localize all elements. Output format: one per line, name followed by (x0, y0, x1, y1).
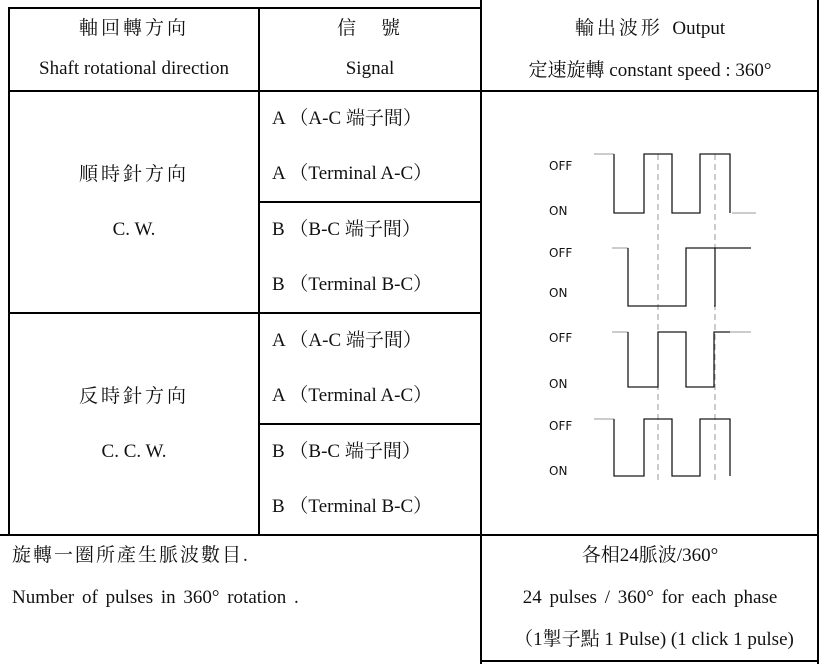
waveform-cw-b (628, 248, 715, 306)
signal-heading-en: Signal (345, 58, 395, 79)
cw-signal-a-zh: A （A-C 端子間） (272, 108, 422, 129)
pulses-value-en: 24 pulses / 360° for each phase (522, 587, 778, 608)
ccw-signal-b-en: B （Terminal B-C） (272, 496, 433, 517)
pulses-label-en: Number of pulses in 360° rotation . (12, 587, 299, 608)
pulses-label-zh: 旋轉一圈所產生脈波數目. (12, 545, 250, 566)
waveform-off-label-4: OFF (549, 419, 573, 433)
shaft-direction-heading-zh: 軸回轉方向 (78, 18, 190, 39)
signal-heading-zh: 信 號 (336, 18, 404, 39)
output-heading-zh: 輸出波形 (574, 18, 663, 39)
waveform-cw-a (614, 154, 730, 213)
ccw-label-en: C. C. W. (101, 441, 167, 462)
waveform-off-label-3: OFF (549, 331, 573, 345)
footer-row-divider (0, 534, 819, 536)
pulses-per-click: （1掣子點 1 Pulse) (1 click 1 pulse) (514, 629, 794, 650)
ccw-signal-b-zh: B （B-C 端子間） (272, 441, 421, 462)
table-col-divider-1 (258, 7, 260, 535)
constant-speed-label: 定速旋轉 constant speed : 360° (528, 60, 772, 81)
cw-ccw-divider (8, 312, 481, 314)
waveform-off-label-2: OFF (549, 246, 573, 260)
shaft-direction-heading-en: Shaft rotational direction (39, 58, 229, 79)
pulses-value-zh: 各相24脈波/360° (581, 545, 719, 566)
table-border-left (8, 7, 10, 535)
waveform-on-label-4: ON (549, 464, 568, 478)
cw-signal-b-zh: B （B-C 端子間） (272, 219, 421, 240)
cw-signal-b-en: B （Terminal B-C） (272, 274, 433, 295)
output-heading-en: Output (672, 18, 726, 39)
ccw-signal-a-en: A （Terminal A-C） (272, 385, 433, 406)
cw-label-en: C. W. (112, 219, 156, 240)
cw-signal-divider (258, 201, 481, 203)
output-heading (575, 18, 725, 40)
table-border-right (817, 0, 819, 664)
output-waveform-diagram (482, 92, 817, 534)
cw-signal-a-en: A （Terminal A-C） (272, 163, 433, 184)
waveform-on-label-2: ON (549, 286, 568, 300)
waveform-on-label-1: ON (549, 204, 568, 218)
waveform-ccw-b (614, 419, 730, 476)
ccw-signal-a-zh: A （A-C 端子間） (272, 330, 422, 351)
waveform-off-label-1: OFF (549, 159, 573, 173)
waveform-on-label-3: ON (549, 377, 568, 391)
table-border-top (8, 7, 481, 9)
ccw-signal-divider (258, 423, 481, 425)
ccw-label-zh: 反時針方向 (78, 386, 190, 407)
cw-label-zh: 順時針方向 (78, 164, 190, 185)
table-border-bottom (480, 660, 819, 662)
